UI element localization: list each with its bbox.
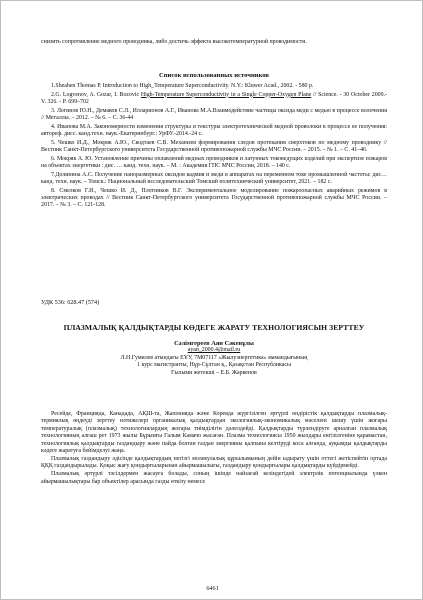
body-paragraph: Ресейде, Францияда, Канадада, АҚШ-та, Жапонияда және Кореяда жүргізілген әртүрлі өндірістік қалдықтарды плазмалық-термиялық өңдеуді зерттеу нәтижелері органикалық қалдықтардан экологиялық-экономикалық мәселені шешу үшін жоғары температуралық (плазмалық) технологиялардың жоғары тиімділігін дәлелдейді. Қалдықтарды түрлендіруге арналған плазмалық технологияның алғаш рет 1973 жылы Бұрынғы Галым Камачо жасаған. Плазма технологиясы 1950 жылдары енгізілгеніне қарамастан, технологиялық қалдықтарды газдандыру және пайда болған газдан энергияны қалпына келтіруді коса алғанда, ауқымды қалдықтарды кәдеге жаратуға бейімделуі жаңа.: [41, 411, 387, 455]
reference-text: // Science. - 30 October 2009.- V. 326. - P. 699–702: [41, 91, 387, 105]
reference-item: [41, 92, 387, 107]
affiliation-line-1: Л.Н.Гумилев атындағы ЕҰУ, 7М07117 «Жылуэнергетика» мамандығының: [120, 354, 308, 361]
reference-item: [41, 156, 387, 171]
reference-item: [41, 172, 387, 187]
reference-text: 6. Мокряк А. Ю. Установление причины оплавлений медных проводников и латунных токоведущих изделий при экспертизе пожаров на объектах энергетики : дис. … канд. техн. наук. – М. : Академия ГПС МЧС России, 2018. – 140 с.: [41, 155, 387, 169]
reference-text: 2.G. Logvenov, A. Gozar, I. Bozovic: [51, 91, 141, 98]
reference-link[interactable]: High-Temperature Superconductivity in a Single Copper-Oxygen Plane: [140, 91, 312, 98]
reference-text: 7.Долинина А.С. Получение наноразмерных оксидов кадмия и меди в аппаратах на переменном токе промышленной частоты: дис… канд. техн. наук. – Томск.: Национальный исследовательский Томский политехнический университет, 2021. – 182 с.: [41, 171, 387, 185]
supervisor-line: Ғылыми жетекші – Е.Б. Жаркенов: [171, 369, 257, 376]
article-body: [41, 411, 387, 487]
reference-item: [41, 108, 387, 123]
references-title: Список использованных источников: [159, 72, 269, 79]
references-list: [41, 83, 387, 211]
affiliation-line-2: 1 курс магистранты, Нұр-Сұлтан қ., Қазақстан Республикасы: [137, 362, 291, 369]
intro-paragraph: снизить сопротивление медного проводника, либо достичь эффекта высокотемпературной проводимости.: [41, 39, 307, 45]
reference-text: 4. Иванова М.А. Закономерности изменения структуры и текстуры электротехнической медной проволоки в процессе ее получения: автореф. дисс. канд.техн. наук.-Екатеринбург.: УрФУ.-2014.-24 с.: [41, 123, 387, 137]
reference-text: 8. Смелков Г.И., Чешко И. Д., Плотников В.Г. Экспериментальное моделирование пожароопасных аварийных режимов в электрических проводах // Вестник Санкт-Петербургского университета Государственной противопожарной службы МЧС России. – 2017. – № 3. – С. 121-128.: [41, 187, 387, 209]
author-email-line: [41, 347, 387, 354]
reference-item: [41, 83, 387, 90]
article-title: ПЛАЗМАЛЫҚ ҚАЛДЫҚТАРДЫ КӨДЕГЕ ЖАРАТУ ТЕХНОЛОГИЯСЫН ЗЕРТТЕУ: [63, 323, 365, 332]
reference-text: 1.Sheahen Thomas P. Introduction to High_Temperature Superconductivity. N.Y.: Kluwer Acad., 2002. - 580 p.: [51, 83, 314, 89]
reference-item: [41, 140, 387, 155]
body-paragraph: Плазмалық әртүрлі тәсілдермен жасауға болады, соның ішінде найзағай кезіндегідей электрлік потенциалында үлкен айырмашылықтары бар объектілер арасында газды өткізу немесе: [41, 471, 387, 485]
reference-item: [41, 124, 387, 139]
reference-text: 5. Чешко И.Д., Мокряк А.Ю., Скодтаев С.В. Механизм формирования следов протекания сверхтоков по медному проводнику // Вестник Санкт-Петербургского университета Государственной противопожарной службы МЧС России. – 2015. – № 1. – С. 41–46.: [41, 139, 387, 153]
reference-text: 3. Логинов Ю.Н., Демаков С.Л., Илларионов А.Г., Иванова М.А.Взаимодействие частицы оксида меди с медью в процессе волочения // Металлы. – 2012. – № 6. – С. 36-44: [41, 107, 387, 121]
reference-item: [41, 188, 387, 210]
intro-paragraph-block: [41, 39, 387, 46]
author-email-link[interactable]: ayan_2000.4@mail.ru: [187, 347, 241, 354]
page-number: 6461: [206, 585, 219, 592]
udk-code: УДК 536: 628.47 (574): [41, 299, 100, 306]
body-paragraph: Плазмалық газдандыру әдісінде қалдықтардың негізгі молекулалық құрылымының дейін ыдырату үшін оттегі жетіспейтін ортада ҚҚҚ газдандырылады. Қоқыс жағу қондырғыларынан айырмашылығы, газдандыру қондырғылары қалдықтарды күйдірмейді.: [41, 455, 387, 470]
author-name: Сәлімгереев Аян Сәкенұлы: [174, 340, 254, 347]
author-block: [41, 340, 387, 377]
